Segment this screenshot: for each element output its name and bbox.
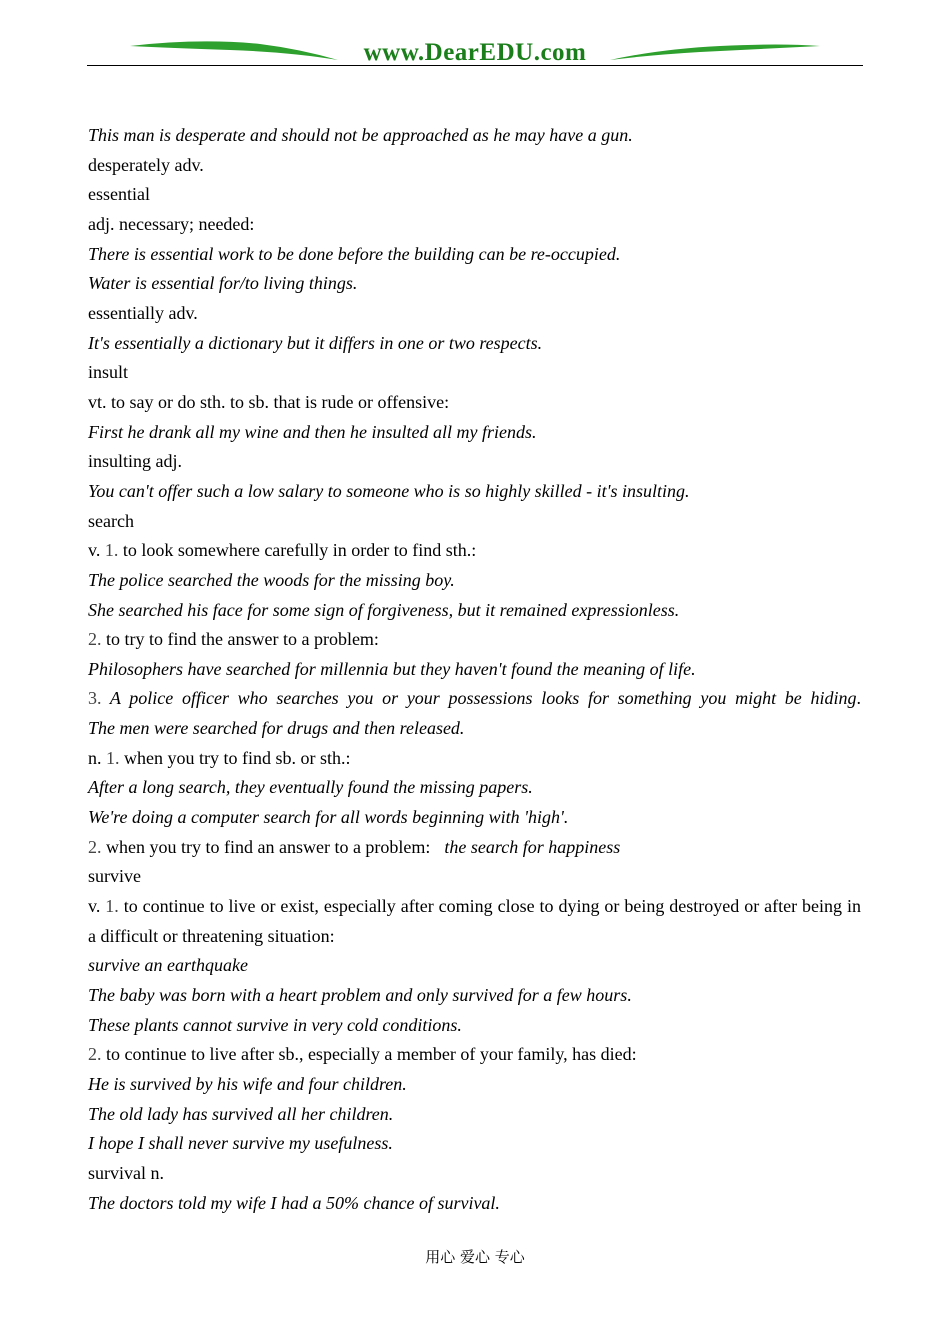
sense-number: 1. [106, 747, 120, 768]
example-sentence: There is essential work to be done before the building can be re-occupied. [88, 243, 621, 264]
definition-line [88, 388, 861, 418]
part-of-speech: n. [88, 747, 106, 768]
definition-line [88, 625, 861, 655]
example-sentence: We're doing a computer search for all words beginning with 'high'. [88, 807, 569, 828]
definition-line [88, 744, 861, 774]
definition-line [88, 684, 861, 714]
example-sentence: The doctors told my wife I had a 50% chance of survival. [88, 1192, 500, 1213]
definition-text: to try to find the answer to a problem: [101, 629, 379, 650]
sense-number: 2. [88, 836, 102, 857]
example-sentence: First he drank all my wine and then he insulted all my friends. [88, 421, 537, 442]
definition-text: to continue to live or exist, especially after coming close to dying or being destroyed or after being in a difficult or threatening situation: [88, 896, 861, 946]
definition-line [88, 151, 861, 181]
definition-wrapped [88, 892, 861, 951]
example-sentence: I hope I shall never survive my usefulness. [88, 1133, 393, 1154]
site-logo-text: www.DearEDU.com [363, 39, 587, 66]
example-sentence: The old lady has survived all her children. [88, 1103, 394, 1124]
definition-line [88, 447, 861, 477]
headword: search [88, 510, 134, 531]
example-sentence: Water is essential for/to living things. [88, 273, 358, 294]
sense-number: 2. [88, 1044, 102, 1065]
part-of-speech: v. [88, 896, 106, 917]
sense-number: 1. [104, 540, 119, 561]
example-sentence: survive an earthquake [88, 955, 248, 976]
example-phrase: the search for happiness [444, 836, 621, 857]
footer-slogan: 用心 爱心 专心 [425, 1248, 525, 1266]
definition-line [88, 1159, 861, 1189]
example-sentence: After a long search, they eventually found the missing papers. [88, 777, 533, 798]
definition-text: when you try to find an answer to a problem: [101, 836, 431, 857]
definition-line [88, 536, 861, 566]
example-sentence: The men were searched for drugs and then released. [88, 718, 465, 739]
example-sentence: This man is desperate and should not be approached as he may have a gun. [88, 125, 633, 145]
document-body [88, 121, 861, 1218]
definition-text: desperately adv. [88, 154, 204, 175]
definition-text: essentially adv. [88, 302, 198, 323]
definition-line [88, 210, 861, 240]
example-sentence: The baby was born with a heart problem and only survived for a few hours. [88, 985, 632, 1006]
example-sentence: A police officer who searches you or your possessions looks for something you might be hiding [101, 688, 857, 709]
definition-text: vt. to say or do sth. to sb. that is rude or offensive: [88, 391, 450, 412]
definition-line [88, 299, 861, 329]
definition-line [88, 833, 861, 863]
example-sentence: You can't offer such a low salary to someone who is so highly skilled - it's insulting. [88, 480, 690, 501]
period: . [856, 688, 861, 709]
example-sentence: The police searched the woods for the missing boy. [88, 569, 455, 590]
definition-text: adj. necessary; needed: [88, 213, 255, 234]
headword: essential [88, 184, 150, 205]
definition-text: to look somewhere carefully in order to find sth.: [118, 540, 477, 561]
sense-number: 3. [88, 688, 102, 709]
example-sentence: She searched his face for some sign of forgiveness, but it remained expressionless. [88, 599, 680, 620]
headword: survive [88, 866, 141, 887]
example-sentence: These plants cannot survive in very cold conditions. [88, 1014, 462, 1035]
definition-text: when you try to find sb. or sth.: [119, 747, 351, 768]
header-divider [87, 65, 863, 66]
definition-text: insulting adj. [88, 451, 182, 472]
sense-number: 1. [105, 896, 119, 917]
definition-text: survival n. [88, 1163, 164, 1183]
header [0, 0, 950, 70]
definition-text: to continue to live after sb., especially a member of your family, has died: [101, 1044, 637, 1065]
sense-number: 2. [88, 629, 102, 650]
example-sentence: He is survived by his wife and four children. [88, 1074, 407, 1095]
definition-line [88, 1040, 861, 1070]
example-sentence: Philosophers have searched for millennia but they haven't found the meaning of life. [88, 658, 696, 679]
example-sentence: It's essentially a dictionary but it differs in one or two respects. [88, 332, 543, 353]
headword: insult [88, 362, 129, 383]
part-of-speech: v. [88, 540, 105, 561]
